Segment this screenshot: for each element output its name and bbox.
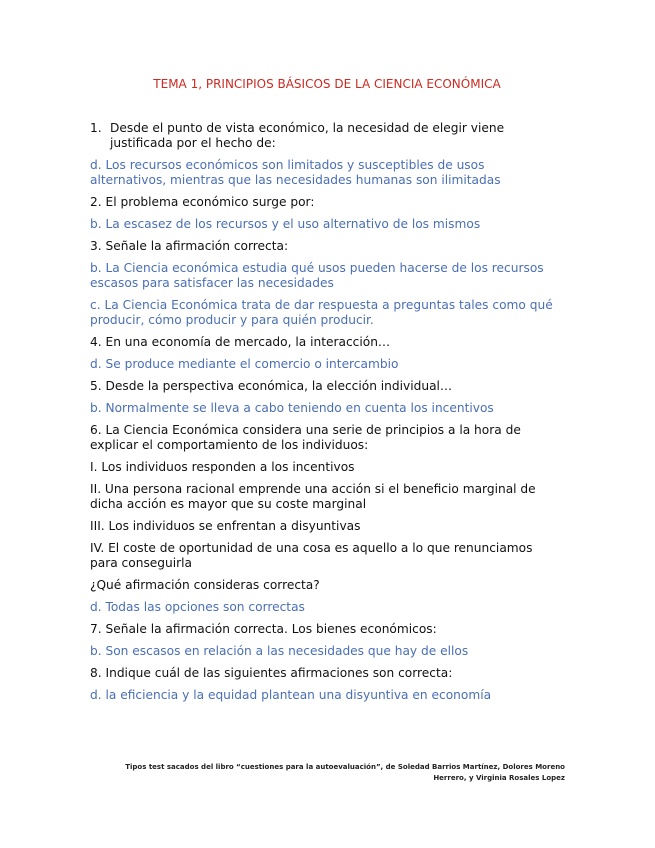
- question-8-text: 8. Indique cuál de las siguientes afirmaciones son correcta:: [90, 666, 453, 680]
- question-1-number: 1.: [90, 121, 102, 135]
- footnote-line-1: Tipos test sacados del libro “cuestiones para la autoevaluación”, de Soledad Barrios Martínez, Dolores Moreno: [125, 763, 565, 771]
- question-3-answer-c: c. La Ciencia Económica trata de dar respuesta a preguntas tales como qué producir, cómo producir y para quién producir.: [90, 298, 553, 327]
- question-1: [90, 121, 564, 151]
- question-1-text: Desde el punto de vista económico, la necesidad de elegir viene justificada por el hecho de:: [110, 121, 505, 150]
- question-8-answer: d. la eficiencia y la equidad plantean una disyuntiva en economía: [90, 688, 492, 702]
- principle-1: I. Los individuos responden a los incentivos: [90, 460, 355, 474]
- question-4-text: 4. En una economía de mercado, la interacción…: [90, 335, 391, 349]
- question-6-text: 6. La Ciencia Económica considera una serie de principios a la hora de explicar el comportamiento de los individuos:: [90, 423, 521, 452]
- principle-3: III. Los individuos se enfrentan a disyuntivas: [90, 519, 361, 533]
- question-1-answer: d. Los recursos económicos son limitados y susceptibles de usos alternativos, mientras que las necesidades humanas son ilimitadas: [90, 158, 501, 187]
- question-7-answer: b. Son escasos en relación a las necesidades que hay de ellos: [90, 644, 469, 658]
- principle-4: IV. El coste de oportunidad de una cosa es aquello a lo que renunciamos para conseguirla: [90, 541, 533, 570]
- question-4-answer: d. Se produce mediante el comercio o intercambio: [90, 357, 399, 371]
- question-3-answer-b: b. La Ciencia económica estudia qué usos pueden hacerse de los recursos escasos para satisfacer las necesidades: [90, 261, 544, 290]
- footnote-line-2: Herrero, y Virginia Rosales Lopez: [433, 774, 565, 782]
- page-title: TEMA 1, PRINCIPIOS BÁSICOS DE LA CIENCIA ECONÓMICA: [153, 77, 501, 91]
- question-2-answer: b. La escasez de los recursos y el uso alternativo de los mismos: [90, 217, 481, 231]
- question-3-text: 3. Señale la afirmación correcta:: [90, 239, 289, 253]
- source-footnote: [95, 762, 565, 784]
- question-6-answer: d. Todas las opciones son correctas: [90, 600, 305, 614]
- question-2-text: 2. El problema económico surge por:: [90, 195, 315, 209]
- question-5-answer: b. Normalmente se lleva a cabo teniendo en cuenta los incentivos: [90, 401, 494, 415]
- question-5-text: 5. Desde la perspectiva económica, la elección individual…: [90, 379, 453, 393]
- question-6-prompt: ¿Qué afirmación consideras correcta?: [90, 578, 320, 592]
- question-list: [90, 121, 564, 710]
- principle-2: II. Una persona racional emprende una acción si el beneficio marginal de dicha acción es mayor que su coste marginal: [90, 482, 536, 511]
- question-7-text: 7. Señale la afirmación correcta. Los bienes económicos:: [90, 622, 437, 636]
